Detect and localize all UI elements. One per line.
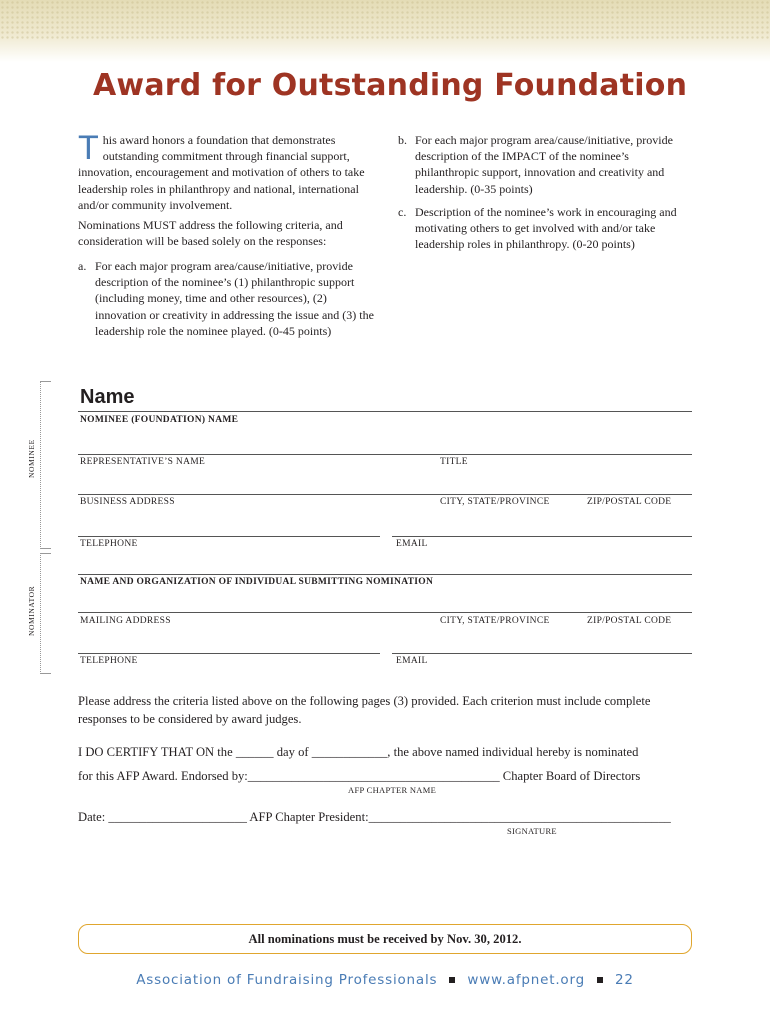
header-texture-band: [0, 0, 770, 62]
criterion-b: [398, 132, 690, 197]
telephone-field[interactable]: [78, 536, 380, 537]
mailing-address-field[interactable]: [78, 612, 692, 613]
footer-org: Association of Fundraising Professionals: [136, 972, 438, 988]
afp-chapter-name-caption: AFP CHAPTER NAME: [348, 785, 437, 795]
page-number: 22: [614, 972, 634, 988]
zip-postal-code-label: ZIP/POSTAL CODE: [587, 497, 672, 507]
nominee-name-label: NOMINEE (FOUNDATION) NAME: [80, 415, 239, 425]
telephone-field-2[interactable]: [78, 653, 380, 654]
side-label-nominator: NOMINATOR: [27, 585, 36, 636]
email-field[interactable]: [392, 536, 692, 537]
instructions-paragraph: Please address the criteria listed above on the following pages (3) provided. Each criterion must include complete responses to be considered by award judges.: [78, 694, 651, 726]
nominee-name-field[interactable]: [78, 411, 692, 412]
intro-text: his award honors a foundation that demonstrates outstanding commitment through financial support, innovation, encouragement and motivation of others to take leadership roles in philanthropy and national, international and/or community involvement.: [78, 133, 365, 212]
email-label-2: EMAIL: [396, 656, 428, 666]
city-state-province-label: CITY, STATE/PROVINCE: [440, 497, 550, 507]
criterion-a: [78, 258, 378, 339]
nominations-must-text: Nominations MUST address the following criteria, and consideration will be based solely on the responses:: [78, 218, 343, 249]
deadline-text: All nominations must be received by Nov. 30, 2012.: [248, 931, 522, 946]
criterion-letter: c.: [398, 205, 407, 219]
criterion-text: For each major program area/cause/initiative, provide description of the nominee’s (1) philanthropic support (including money, time and other resources), (2) innovation or creativity in addressing the issue and (3) the leadership role the nominee played. (0-45 points): [95, 259, 374, 338]
criterion-text: Description of the nominee’s work in encouraging and motivating others to get involved with and/or take leadership roles in philanthropy. (0-20 points): [415, 205, 677, 252]
criterion-text: For each major program area/cause/initiative, provide description of the IMPACT of the nominee’s philanthropic support, innovation and creativity and leadership. (0-35 points): [415, 133, 673, 196]
signature-caption: SIGNATURE: [507, 826, 557, 836]
city-state-province-label-2: CITY, STATE/PROVINCE: [440, 616, 550, 626]
telephone-label: TELEPHONE: [80, 539, 138, 549]
business-address-field[interactable]: [78, 494, 692, 495]
page-title: Award for Outstanding Foundation: [93, 68, 688, 103]
side-label-nominee: NOMINEE: [27, 439, 36, 478]
mailing-address-label: MAILING ADDRESS: [80, 616, 171, 626]
representative-title-field[interactable]: [78, 454, 692, 455]
square-bullet-icon: [597, 977, 603, 983]
intro-paragraph: [78, 129, 374, 213]
criterion-c: [398, 204, 690, 253]
email-label: EMAIL: [396, 539, 428, 549]
email-field-2[interactable]: [392, 653, 692, 654]
date-president-line: Date: ______________________ AFP Chapter President:________________________________________________: [78, 810, 671, 824]
footer-url[interactable]: www.afpnet.org: [467, 972, 585, 988]
criterion-letter: a.: [78, 259, 87, 273]
page-footer: [0, 972, 770, 988]
telephone-label-2: TELEPHONE: [80, 656, 138, 666]
nominator-section-bracket: [40, 553, 51, 674]
certify-line-2: for this AFP Award. Endorsed by:________________________________________ Chapter Board of Directors: [78, 769, 641, 783]
title-label: TITLE: [440, 457, 468, 467]
square-bullet-icon: [449, 977, 455, 983]
business-address-label: BUSINESS ADDRESS: [80, 497, 175, 507]
drop-cap: T: [78, 129, 99, 167]
nominator-name-org-label: NAME AND ORGANIZATION OF INDIVIDUAL SUBMITTING NOMINATION: [80, 577, 434, 587]
certify-line-1: I DO CERTIFY THAT ON the ______ day of ____________, the above named individual hereby is nominated: [78, 745, 639, 759]
nominator-name-org-field[interactable]: [78, 574, 692, 575]
name-heading: Name: [80, 386, 135, 408]
zip-postal-code-label-2: ZIP/POSTAL CODE: [587, 616, 672, 626]
representative-name-label: REPRESENTATIVE’S NAME: [80, 457, 206, 467]
nominee-section-bracket: [40, 381, 51, 549]
deadline-notice: [78, 924, 692, 954]
criterion-letter: b.: [398, 133, 407, 147]
